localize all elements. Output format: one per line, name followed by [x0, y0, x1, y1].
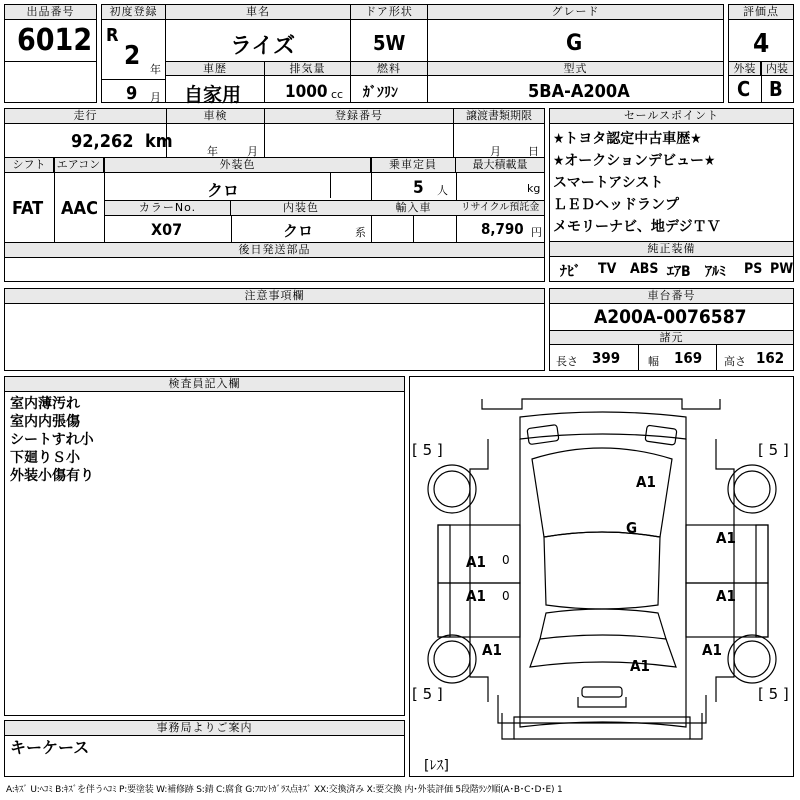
sales-point-5: メモリーナビ、地デジＴＶ [553, 219, 721, 235]
dims-label: 諸元 [550, 330, 793, 345]
sales-point-4: ＬＥＤヘッドランプ [553, 197, 679, 213]
mark-windshield: G [626, 519, 638, 537]
door-box [350, 4, 428, 62]
fuel-label: 燃料 [351, 62, 427, 76]
transfer-label: 譲渡書類期限 [454, 109, 544, 124]
era: R [106, 25, 119, 46]
mileage: 92,262 [71, 131, 134, 152]
inspector-box [4, 376, 405, 716]
height-label: 高さ [724, 355, 746, 368]
equip-tv: TV [598, 261, 617, 277]
equip-pw: PW [770, 261, 794, 277]
month-unit: 月 [150, 91, 161, 104]
width: 169 [674, 349, 703, 367]
inspector-line-2: 室内内張傷 [10, 414, 80, 430]
equipment-label: 純正装備 [550, 242, 793, 257]
later-parts-label: 後日発送部品 [5, 243, 544, 258]
inspector-label: 検査員記入欄 [5, 377, 404, 392]
tire-rear-right: [ 5 ] [758, 685, 789, 703]
recycle: 8,790 [481, 220, 524, 238]
int-color-label: 内装色 [231, 201, 371, 216]
inspector-line-3: シートすれ小 [10, 432, 94, 448]
office-box [4, 720, 405, 777]
chassis-number: A200A-0076587 [594, 306, 747, 328]
fuel-box [350, 61, 428, 103]
transfer-day-unit: 日 [528, 145, 539, 158]
first-reg-box [101, 4, 166, 103]
mileage-unit: km [145, 131, 173, 152]
score: 4 [753, 29, 770, 59]
grade: G [566, 31, 583, 56]
length: 399 [592, 349, 621, 367]
model-label: 型式 [428, 62, 723, 76]
lot-blank [4, 61, 97, 103]
ext-label: 外装 [729, 62, 761, 76]
sales-point-2: ★オークションデビュー★ [553, 153, 716, 169]
model-box [427, 61, 724, 103]
mark-fl-small: 0 [502, 553, 510, 567]
office-label: 事務局よりご案内 [5, 721, 404, 736]
ac-label: エアコン [54, 158, 104, 173]
int-color-unit: 系 [355, 226, 366, 239]
tire-front-right: [ 5 ] [758, 441, 789, 459]
capacity-unit: 人 [437, 184, 448, 197]
grade-label: グレード [428, 5, 723, 20]
month-no: 9 [126, 83, 138, 104]
shift: FAT [12, 198, 44, 219]
mileage-label: 走行 [5, 109, 166, 124]
transfer-month-unit: 月 [490, 145, 501, 158]
int-color: クロ [283, 222, 314, 240]
door-label: ドア形状 [351, 5, 427, 20]
first-reg-label: 初度登録 [102, 5, 165, 20]
chassis-box [549, 288, 794, 371]
equip-abs: ABS [630, 261, 659, 277]
notes-box [4, 288, 545, 371]
mark-rear: A1 [630, 657, 650, 675]
tire-rear-left: [ 5 ] [412, 685, 443, 703]
office-text: キーケース [10, 738, 90, 757]
ac: AAC [61, 198, 98, 219]
chassis-label: 車台番号 [550, 289, 793, 304]
lot-box [4, 4, 97, 62]
inspection-year-unit: 年 [207, 145, 218, 158]
color-label: 外装色 [105, 158, 371, 173]
lot-number: 6012 [17, 23, 93, 58]
length-label: 長さ [556, 355, 578, 368]
reg-no-label: 登録番号 [265, 109, 453, 124]
color: クロ [207, 181, 240, 200]
car-name-label: 車名 [166, 5, 350, 20]
score-box [728, 4, 794, 62]
load-label: 最大積載量 [456, 158, 544, 173]
displacement-box [264, 61, 351, 103]
equip-airbag: ｴｱB [667, 264, 691, 280]
fuel: ｶﾞｿﾘﾝ [363, 85, 398, 101]
mark-front-left-door: A1 [466, 553, 486, 571]
mileage-box [4, 108, 173, 158]
legend: A:ｷｽﾞ U:ﾍｺﾐ B:ｷｽﾞを伴うﾍｺﾐ P:要塗装 W:補修跡 S:錆 C:腐食 G:ﾌﾛﾝﾄｶﾞﾗｽ点ｷｽﾞ XX:交換済み X:要交換 内･外装評価 5段階ﾗﾝｸ順(A･B･C･D･E) 1 [6, 785, 563, 795]
recycle-unit: 円 [531, 226, 542, 239]
displacement-label: 排気量 [265, 62, 350, 76]
import-label: 輸入車 [371, 201, 456, 216]
equip-navi: ﾅﾋﾞ [560, 264, 581, 280]
recycle-label: リサイクル預託金 [456, 201, 544, 216]
shift-label: シフト [5, 158, 54, 173]
height: 162 [756, 349, 785, 367]
car-diagram-box [409, 376, 794, 777]
color-no-label: カラーNo. [105, 201, 231, 216]
door-type: 5W [373, 31, 406, 55]
capacity: 5 [413, 178, 424, 198]
notes-label: 注意事項欄 [5, 289, 544, 304]
equip-ps: PS [744, 261, 763, 277]
ext-int-box [728, 61, 794, 103]
color-no: X07 [151, 220, 183, 239]
history-label: 車歴 [166, 62, 264, 76]
mark-hood: A1 [636, 473, 656, 491]
history-box [165, 61, 265, 106]
sales-points-box [549, 108, 794, 242]
displacement-unit: cc [331, 88, 344, 101]
mark-rear-left-door: A1 [466, 587, 486, 605]
history: 自家用 [184, 84, 242, 106]
later-parts-box [4, 242, 545, 282]
car-name: ライズ [230, 34, 296, 59]
sales-point-3: スマートアシスト [553, 175, 664, 191]
load-unit: kg [527, 182, 541, 195]
lot-label: 出品番号 [5, 5, 96, 20]
year-unit: 年 [150, 63, 161, 76]
inspector-line-4: 下廻りＳ小 [10, 450, 80, 466]
car-diagram [410, 377, 793, 776]
ext-grade: C [737, 77, 751, 101]
sales-points-label: セールスポイント [550, 109, 793, 124]
inspection-box [166, 108, 265, 158]
reg-no-box [264, 108, 454, 158]
inspector-line-1: 室内薄汚れ [10, 396, 80, 412]
inspection-month-unit: 月 [247, 145, 258, 158]
inspector-line-5: 外装小傷有り [10, 468, 94, 484]
mark-rear-right-fender: A1 [702, 641, 722, 659]
mark-rl-small: 0 [502, 589, 510, 603]
mark-rear-right-door: A1 [716, 587, 736, 605]
inspection-label: 車検 [167, 109, 264, 124]
spec-block [4, 157, 545, 243]
sales-point-1: ★トヨタ認定中古車歴★ [553, 131, 702, 147]
mark-front-right-door: A1 [716, 529, 736, 547]
int-label: 内装 [761, 62, 793, 76]
year-no: 2 [124, 41, 141, 71]
transfer-box [453, 108, 545, 158]
capacity-label: 乗車定員 [371, 158, 456, 173]
car-name-box [165, 4, 351, 62]
equip-alloy: ｱﾙﾐ [705, 264, 726, 280]
int-grade: B [769, 77, 783, 101]
mark-rear-left-fender: A1 [482, 641, 502, 659]
grade-box [427, 4, 724, 62]
tire-front-left: [ 5 ] [412, 441, 443, 459]
equipment-box [549, 241, 794, 282]
model: 5BA-A200A [528, 81, 630, 102]
spare-tire: [ﾚｽ] [424, 758, 449, 774]
width-label: 幅 [648, 355, 659, 368]
displacement: 1000 [285, 82, 328, 102]
score-label: 評価点 [729, 5, 793, 20]
